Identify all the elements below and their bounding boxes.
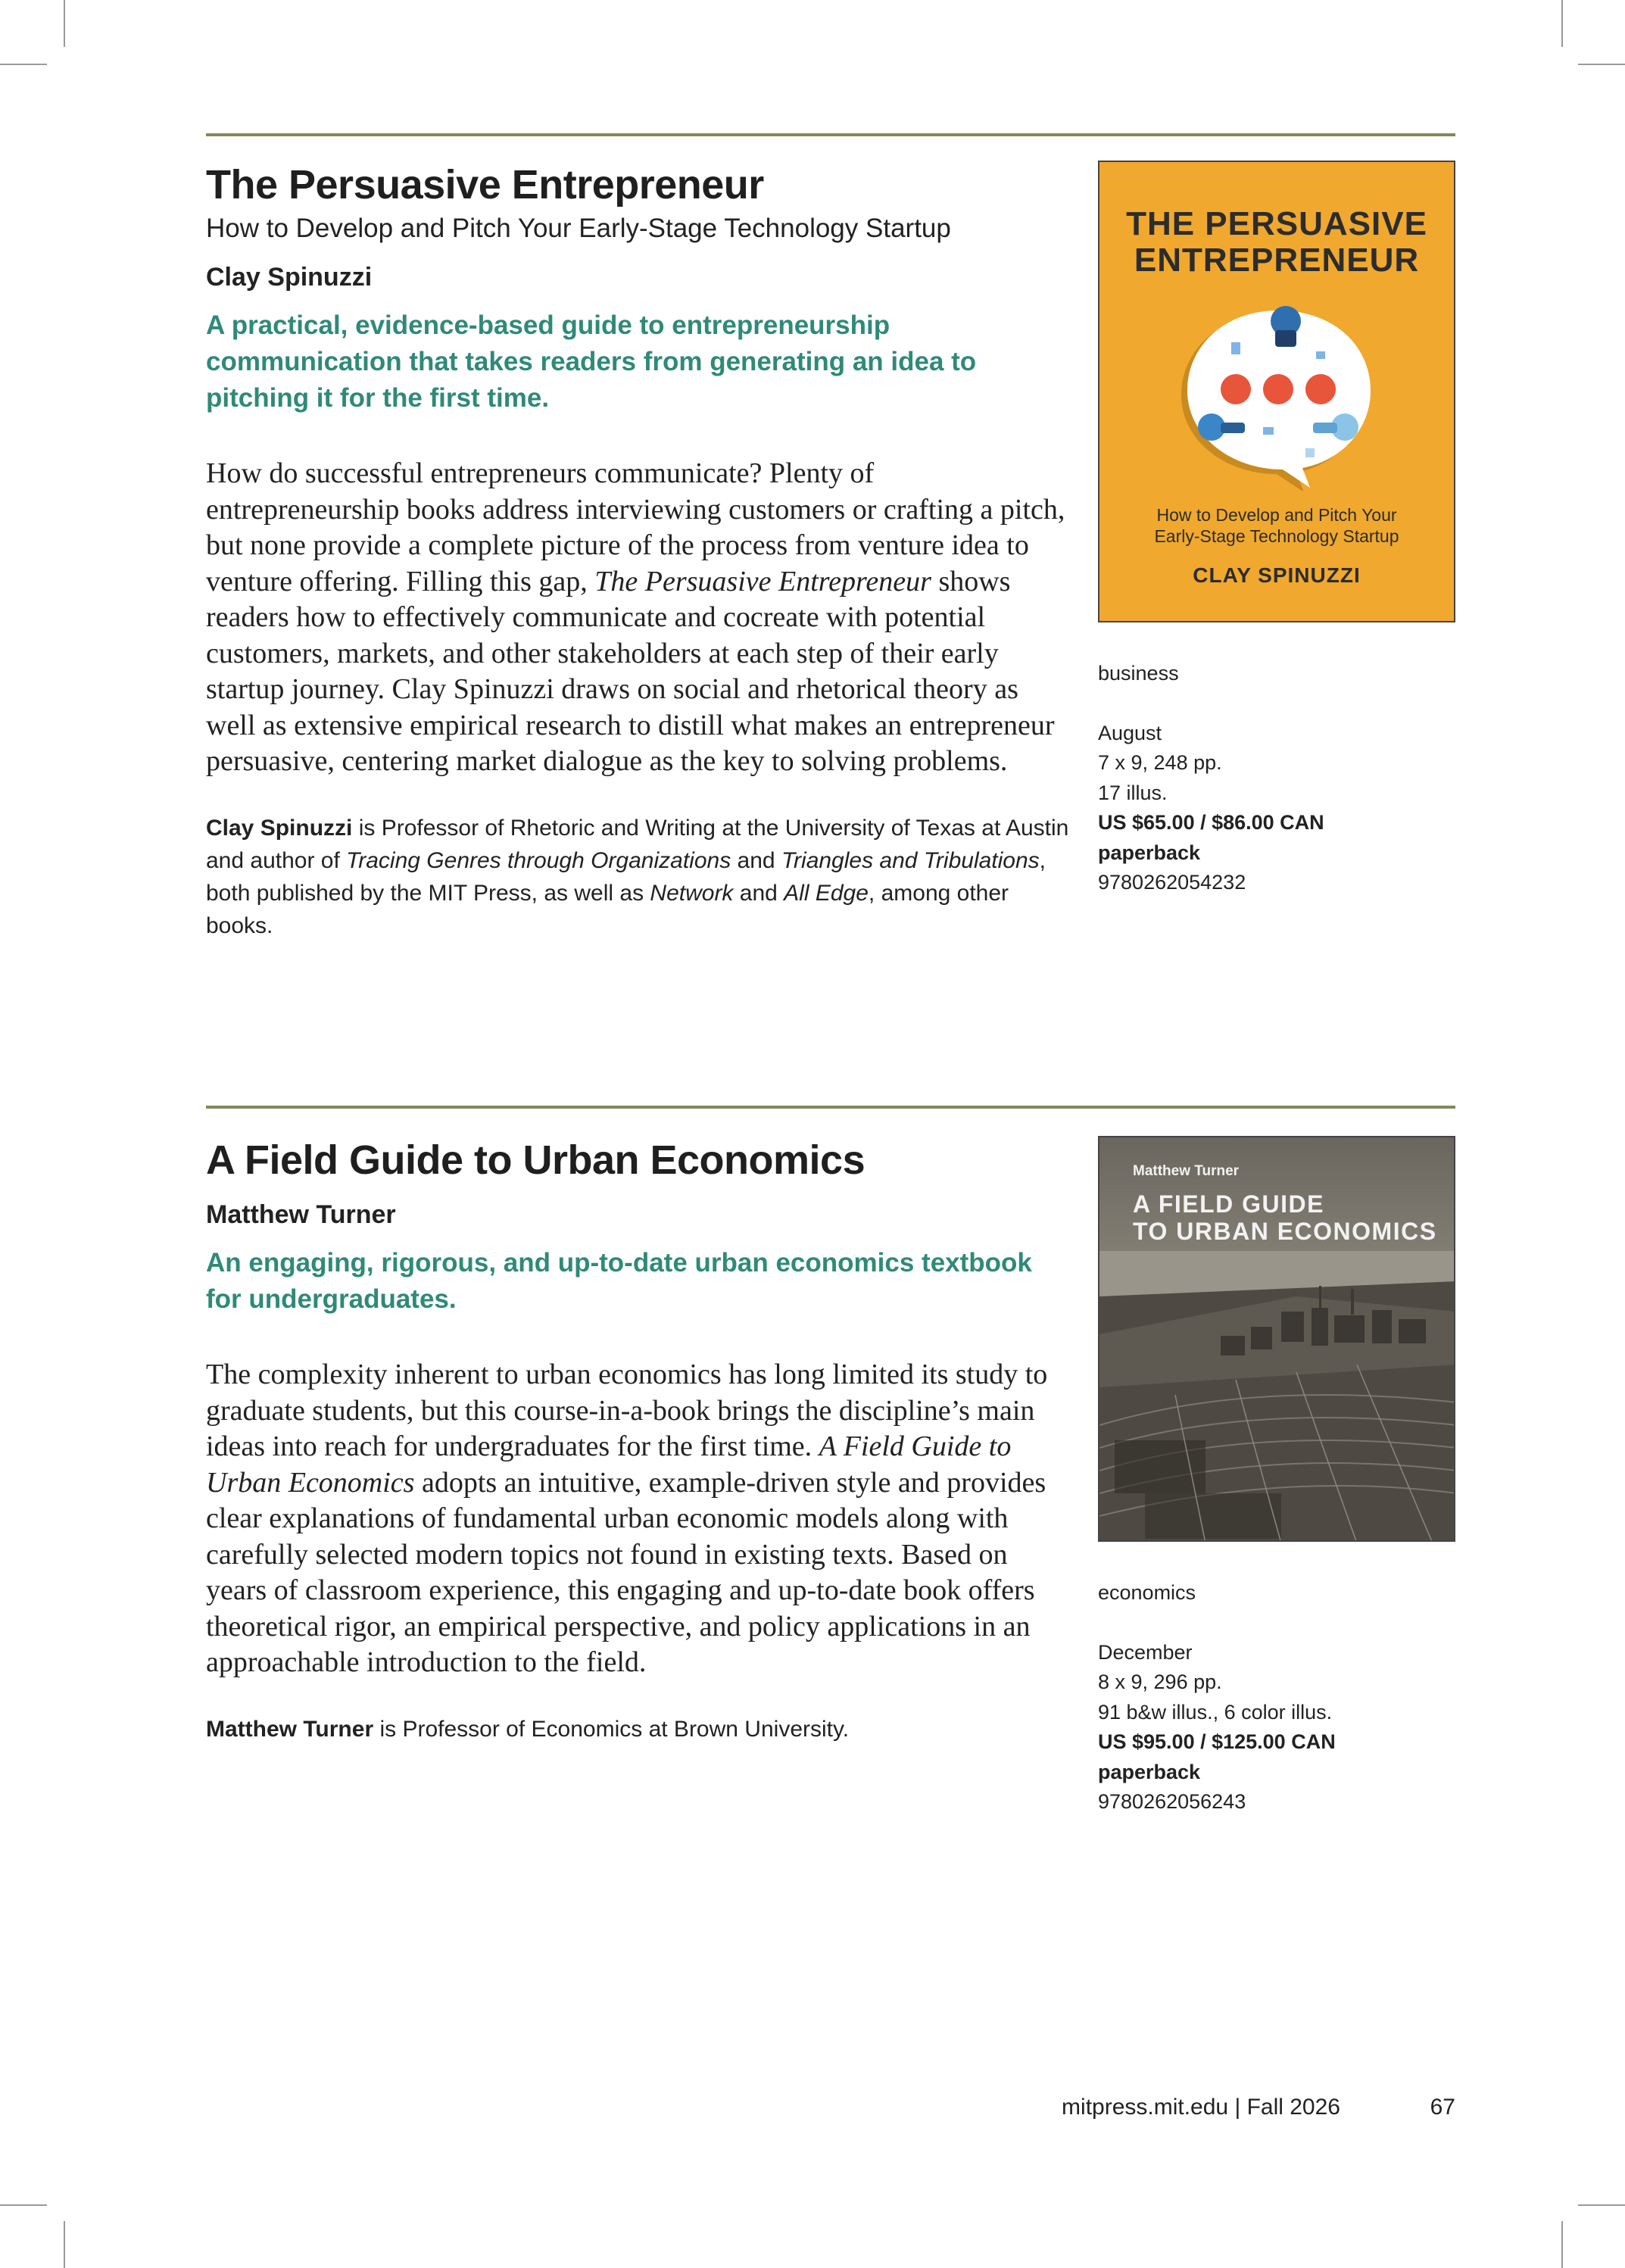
book-subtitle: How to Develop and Pitch Your Early-Stage Technology Startup <box>206 214 951 243</box>
meta-trim: 7 x 9, 248 pp. <box>1098 751 1222 774</box>
book-meta <box>1098 659 1455 898</box>
book-author: Matthew Turner <box>206 1200 396 1229</box>
section-rule <box>206 133 1455 136</box>
book-description: How do successful entrepreneurs communicate? Plenty of entrepreneurship books address interviewing customers or crafting a pitch, but none provide a complete picture of the process from venture idea to venture offering. Filling this gap, The Persuasive Entrepreneur shows readers how to effectively communicate and cocreate with potential customers, markets, and other stakeholders at each step of their early startup journey. Clay Spinuzzi draws on social and rhetorical theory as well as extensive empirical research to distill what makes an entrepreneur persuasive, centering market dialogue as the key to solving problems. <box>206 457 1065 777</box>
meta-price: US $65.00 / $86.00 CAN <box>1098 811 1324 834</box>
book-tagline: An engaging, rigorous, and up-to-date urban economics textbook for undergraduates. <box>206 1248 1032 1314</box>
meta-illus: 91 b&w illus., 6 color illus. <box>1098 1700 1333 1724</box>
author-bio: Clay Spinuzzi is Professor of Rhetoric and Writing at the University of Texas at Austin and author of Tracing Genres through Organizations and Triangles and Tribulations, both published by the MIT Press, as well as Network and All Edge, among other books. <box>206 815 1069 938</box>
cover-title: THE PERSUASIVE ENTREPRENEUR <box>1126 205 1427 279</box>
meta-isbn: 9780262054232 <box>1098 871 1246 894</box>
crop-mark <box>0 64 47 65</box>
page-number: 67 <box>1430 2095 1455 2120</box>
crop-mark <box>0 2204 47 2206</box>
crop-mark <box>64 0 65 47</box>
meta-month: August <box>1098 721 1162 744</box>
meta-month: December <box>1098 1640 1193 1664</box>
meta-format: paperback <box>1098 1760 1201 1783</box>
book-meta <box>1098 1578 1455 1817</box>
book-description: The complexity inherent to urban economics has long limited its study to graduate students, but this course-in-a-book brings the discipline’s main ideas into reach for undergraduates for the first time. A Field Guide to Urban Economics adopts an intuitive, example-driven style and provides clear explanations of fundamental urban economic models along with carefully selected modern topics not found in existing texts. Based on years of classroom experience, this engaging and up-to-date book offers theoretical rigor, an empirical perspective, and policy applications in an approachable introduction to the field. <box>206 1359 1048 1678</box>
crop-mark <box>1578 2204 1625 2206</box>
book-title: The Persuasive Entrepreneur <box>206 162 764 207</box>
book-title: A Field Guide to Urban Economics <box>206 1137 866 1183</box>
author-bio: Matthew Turner is Professor of Economics at Brown University. <box>206 1716 850 1742</box>
crop-mark <box>64 2221 65 2268</box>
meta-trim: 8 x 9, 296 pp. <box>1098 1671 1222 1693</box>
meta-illus: 17 illus. <box>1098 781 1168 804</box>
crop-mark <box>1561 2221 1563 2268</box>
cover-author: Matthew Turner <box>1133 1163 1240 1179</box>
meta-price: US $95.00 / $125.00 CAN <box>1098 1730 1336 1753</box>
page-footer <box>833 2095 1455 2125</box>
book-cover <box>1098 161 1455 622</box>
meta-isbn: 9780262056243 <box>1098 1790 1246 1813</box>
meta-format: paperback <box>1098 841 1201 864</box>
book-tagline: A practical, evidence-based guide to entrepreneurship communication that takes readers from generating an idea to pitching it for the first time. <box>206 310 977 413</box>
cover-subtitle: How to Develop and Pitch Your Early-Stage Technology Startup <box>1154 505 1399 546</box>
section-rule <box>206 1106 1455 1109</box>
speech-bubble-illustration <box>1172 294 1384 491</box>
crop-mark <box>1561 0 1563 47</box>
meta-subject: economics <box>1098 1581 1196 1604</box>
crop-mark <box>1578 64 1625 65</box>
meta-subject: business <box>1098 662 1179 685</box>
cover-author: CLAY SPINUZZI <box>1193 563 1361 587</box>
footer-site[interactable]: mitpress.mit.edu | Fall 2026 <box>1062 2095 1340 2120</box>
book-cover <box>1098 1136 1455 1542</box>
book-author: Clay Spinuzzi <box>206 263 373 292</box>
cover-title: A FIELD GUIDE TO URBAN ECONOMICS <box>1133 1190 1437 1245</box>
